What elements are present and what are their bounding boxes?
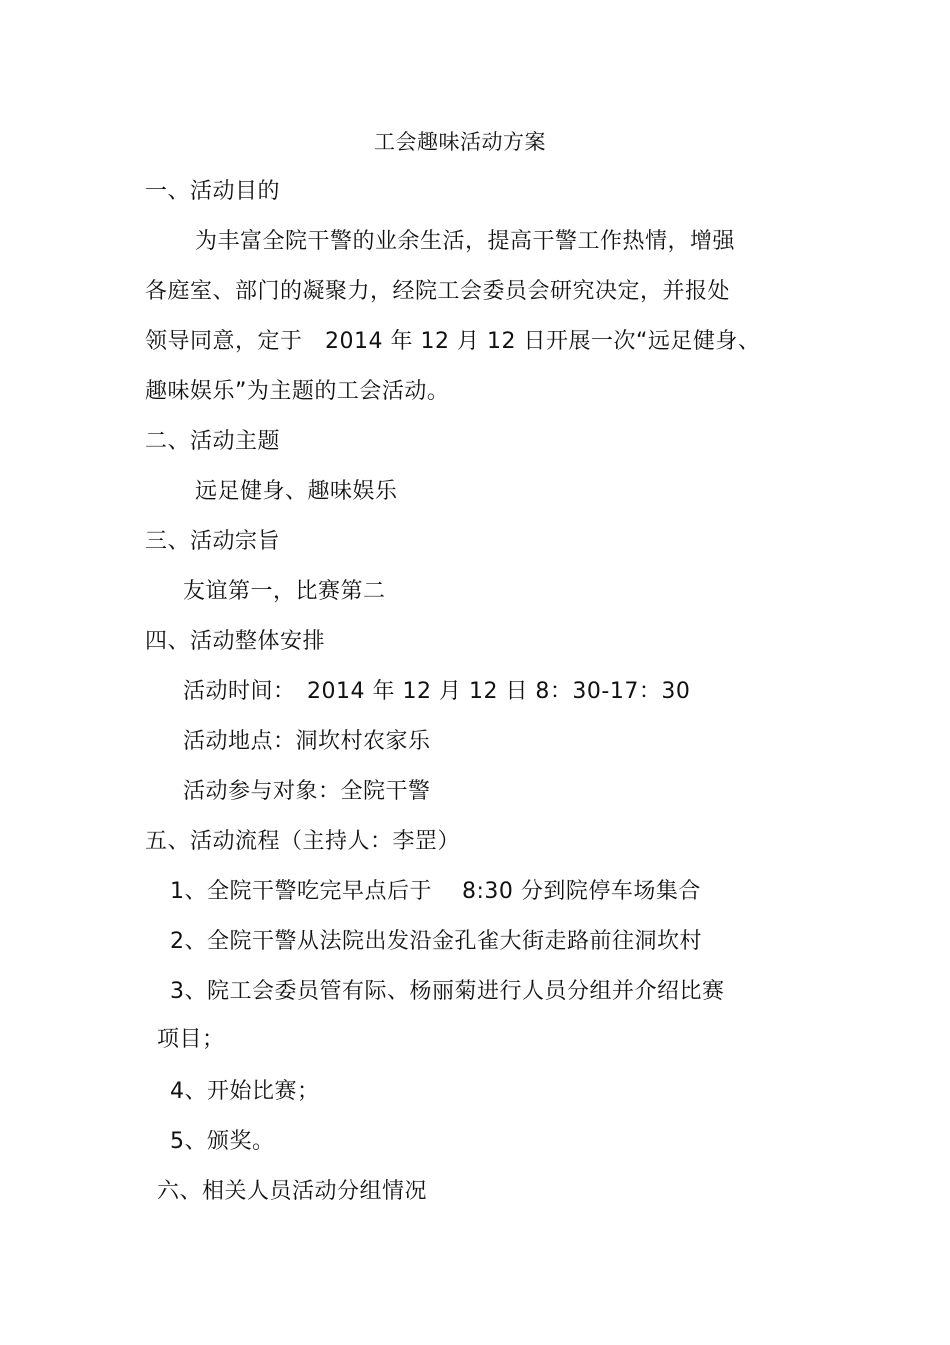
section1-paragraph-line3: 领导同意，定于 2014 年 12 月 12 日开展一次“远足健身、 [145,329,761,354]
document-title: 工会趣味活动方案 [374,130,546,154]
process-step-4: 4、开始比赛； [170,1079,320,1104]
section5-heading: 五、活动流程（主持人：李罡） [145,829,461,854]
activity-time: 活动时间： 2014 年 12 月 12 日 8：30-17：30 [183,679,691,704]
section2-heading: 二、活动主题 [145,429,281,454]
process-step-3-line2: 项目； [157,1027,225,1052]
section6-heading: 六、相关人员活动分组情况 [157,1179,428,1204]
activity-place: 活动地点：洞坎村农家乐 [183,729,431,754]
activity-participants: 活动参与对象：全院干警 [183,779,431,804]
section3-content: 友谊第一，比赛第二 [183,579,386,604]
process-step-3-line1: 3、院工会委员管有际、杨丽菊进行人员分组并介绍比赛 [170,979,725,1004]
section1-paragraph-line1: 为丰富全院干警的业余生活，提高干警工作热情，增强 [195,229,736,254]
section4-heading: 四、活动整体安排 [145,629,326,654]
section1-paragraph-line4: 趣味娱乐”为主题的工会活动。 [145,379,450,404]
section1-paragraph-line2: 各庭室、部门的凝聚力，经院工会委员会研究决定，并报处 [145,279,731,304]
section1-heading: 一、活动目的 [145,179,281,204]
process-step-5: 5、颁奖。 [170,1129,275,1154]
section3-heading: 三、活动宗旨 [145,529,281,554]
section2-content: 远足健身、趣味娱乐 [195,479,398,504]
process-step-2: 2、全院干警从法院出发沿金孔雀大街走路前往洞坎村 [170,929,702,954]
process-step-1: 1、全院干警吃完早点后于 8:30 分到院停车场集合 [170,879,701,904]
